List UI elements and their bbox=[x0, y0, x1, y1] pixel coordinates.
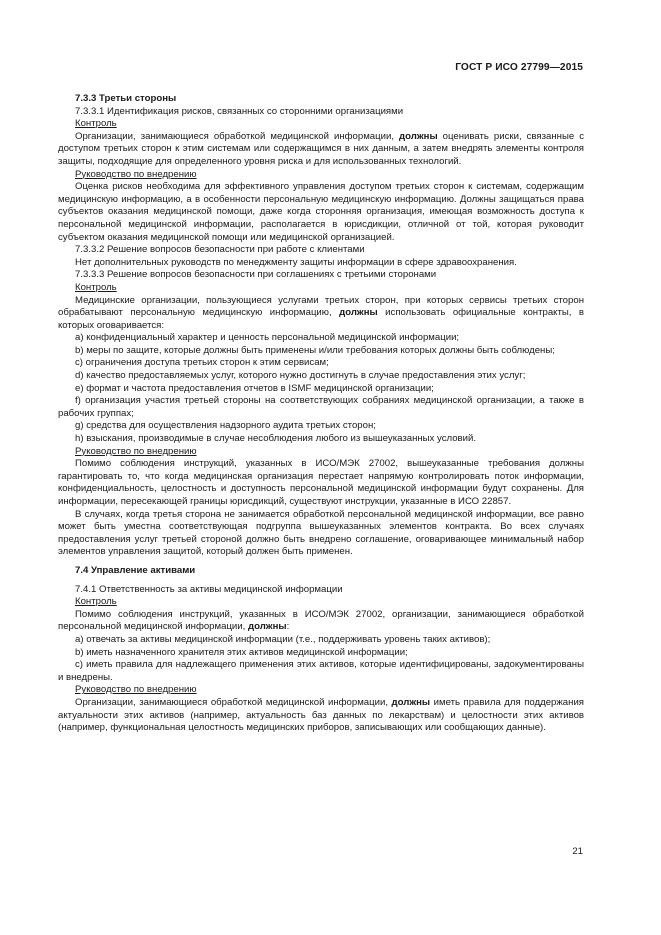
underlined-label: Контроль bbox=[75, 281, 117, 293]
paragraph: В случаях, когда третья сторона не занимается обработкой персональной медицинской информации, все равно может быть уместна соответствующая подгруппа вышеуказанных элементов контракта. Во всех случаях предоставления услуг третьей стороной должно быть внедрено соглашение, оговаривающее минимальный набор элементов управления защитой, который должен быть применен. bbox=[58, 508, 584, 558]
paragraph-text: иметь правила для поддержания актуальности этих активов (например, актуальность баз данных по лекарствам) и целостности этих активов (например, функциональная целостность медицинских приборов, записывающих или сообщающих данные). bbox=[58, 696, 584, 734]
emphasis-word: должны bbox=[247, 621, 287, 633]
paragraph: Оценка рисков необходима для эффективного управления доступом третьих сторон к системам, содержащим медицинскую информацию, а в особенности персональную медицинскую информацию. Должны защищаться права субъектов оказания медицинской помощи, даже когда сторонняя организация, имеющая возможность доступа к персональной медицинской информации, располагается в юрисдикции, отличной от той, которая руководит субъектом оказания медицинской помощи или медицинской организацией. bbox=[58, 181, 584, 243]
paragraph: c) ограничения доступа третьих сторон к этим сервисам; bbox=[75, 357, 329, 369]
paragraph-text: Медицинские организации, пользующиеся услугами третьих сторон, при которых сервисы третьих сторон обрабатывают персональную медицинскую информацию, bbox=[58, 294, 584, 319]
paragraph-text: Помимо соблюдения инструкций, указанных в ИСО/МЭК 27002, организации, занимающиеся обработкой персональной медицинской информации, bbox=[58, 608, 584, 633]
paragraph: a) конфиденциальный характер и ценность персональной медицинской информации; bbox=[75, 332, 460, 344]
paragraph: b) иметь назначенного хранителя этих активов медицинской информации; bbox=[75, 646, 408, 658]
underlined-label: Руководство по внедрению bbox=[75, 684, 197, 696]
paragraph: d) качество предоставляемых услуг, которого нужно достигнуть в случае предоставления этих услуг; bbox=[75, 370, 526, 382]
emphasis-word: должны bbox=[339, 307, 378, 319]
paragraph-text: Организации, занимающиеся обработкой медицинской информации, bbox=[75, 696, 392, 708]
paragraph: Нет дополнительных руководств по менеджменту защиты информации в сфере здравоохранения. bbox=[75, 256, 517, 268]
paragraph: h) взыскания, производимые в случае несоблюдения любого из вышеуказанных условий. bbox=[75, 433, 477, 445]
underlined-label: Руководство по внедрению bbox=[75, 168, 197, 180]
paragraph bbox=[58, 609, 584, 634]
section-heading: 7.3.3 Третьи стороны bbox=[75, 93, 177, 104]
paragraph-text: Организации, занимающиеся обработкой медицинской информации, bbox=[75, 130, 400, 142]
paragraph-text: : bbox=[286, 621, 290, 633]
subsection-heading: 7.3.3.1 Идентификация рисков, связанных со сторонними организациями bbox=[75, 105, 404, 117]
paragraph: e) формат и частота предоставления отчетов в ISMF медицинской организации; bbox=[75, 382, 434, 394]
document-body bbox=[58, 93, 584, 735]
section-heading: 7.4 Управление активами bbox=[75, 564, 196, 576]
page-number: 21 bbox=[572, 846, 583, 857]
subsection-heading: 7.3.3.2 Решение вопросов безопасности при работе с клиентами bbox=[75, 244, 365, 256]
paragraph: Помимо соблюдения инструкций, указанных в ИСО/МЭК 27002, вышеуказанные требования должны гарантировать то, что когда медицинская организация перестает напрямую контролировать поток информации, конфиденциальность, целостность и доступность персональной медицинской информации будут сохранены. Для информации, пересекающей границы юрисдикций, существуют инструкции, указанные в ИСО 22857. bbox=[58, 458, 584, 507]
emphasis-word: должны bbox=[391, 696, 431, 708]
underlined-label: Контроль bbox=[75, 596, 117, 608]
paragraph-text: оценивать риски, связанные с доступом третьих сторон к этим системам или содержащимся в них данным, а затем внедрять элементы контроля защиты, подходящие для определенного уровня риска и для использованных технологий. bbox=[58, 130, 584, 167]
paragraph bbox=[58, 697, 584, 735]
underlined-label: Руководство по внедрению bbox=[75, 445, 197, 457]
paragraph bbox=[58, 295, 584, 333]
subsection-heading: 7.3.3.3 Решение вопросов безопасности при соглашениях с третьими сторонами bbox=[75, 269, 437, 281]
paragraph: c) иметь правила для надлежащего применения этих активов, которые идентифицированы, задокументированы и внедрены. bbox=[58, 659, 584, 683]
paragraph bbox=[58, 131, 584, 169]
paragraph: g) средства для осуществления надзорного аудита третьих сторон; bbox=[75, 420, 376, 432]
paragraph: a) отвечать за активы медицинской информации (т.е., поддерживать уровень таких активов); bbox=[75, 633, 491, 645]
subsection-heading: 7.4.1 Ответственность за активы медицинской информации bbox=[75, 583, 343, 595]
standard-header: ГОСТ Р ИСО 27799—2015 bbox=[455, 62, 583, 73]
paragraph-text: использовать официальные контракты, в которых оговаривается: bbox=[58, 307, 584, 331]
underlined-label: Контроль bbox=[75, 118, 117, 130]
paragraph: f) организация участия третьей стороны на соответствующих собраниях медицинской организации, а также в рабочих группах; bbox=[58, 395, 584, 419]
emphasis-word: должны bbox=[399, 130, 438, 142]
paragraph: b) меры по защите, которые должны быть применены и/или требования которых должны быть соблюдены; bbox=[75, 344, 555, 356]
